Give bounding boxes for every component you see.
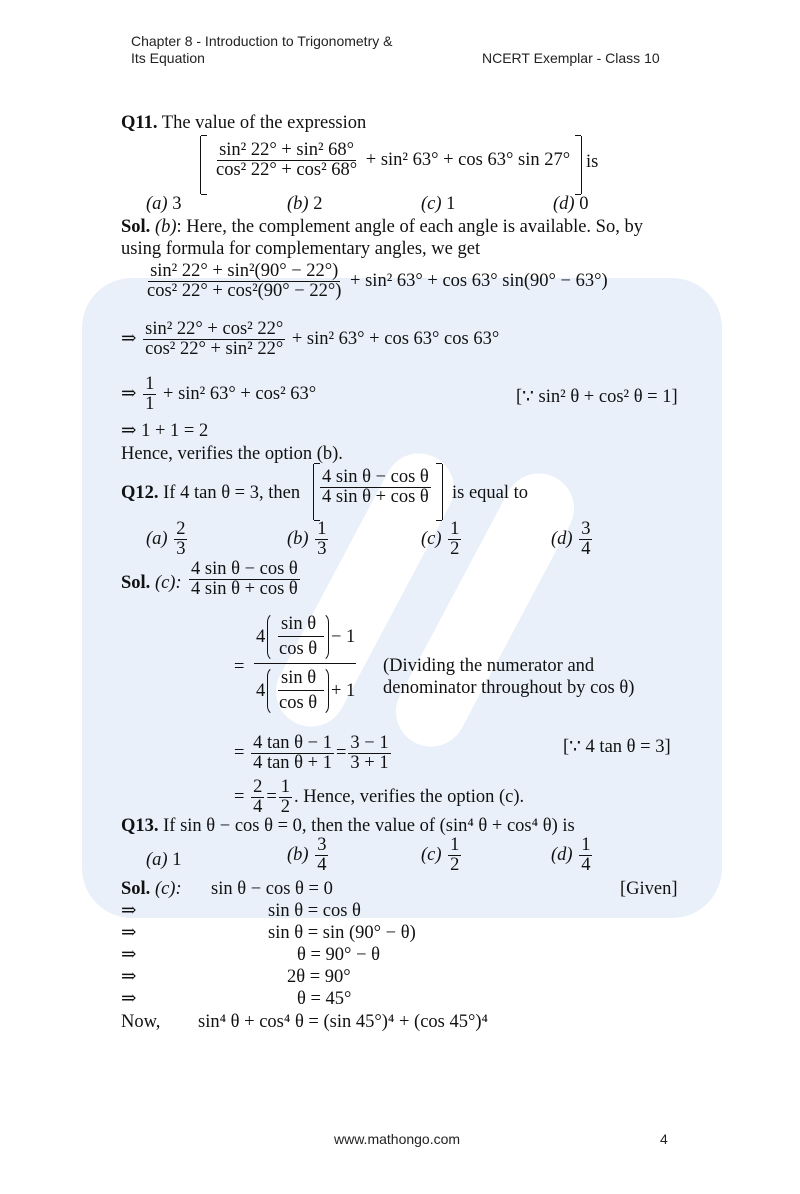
q12-four-top: 4 [256, 627, 266, 647]
q11-is: is [586, 152, 599, 172]
q13-solution-label: Sol. (c): [121, 879, 182, 899]
q12-solution-frac: $\frac{\text{4 sin θ − cos θ}}{\text{4 sin θ + cos θ}}$ [191, 559, 298, 600]
q13-line-0-reason: [Given] [620, 879, 678, 899]
q11-step1: $\frac{\text{sin² 22° + sin²(90° − 22°)}}{\text{cos² 22° + cos²(90° − 22°)}}$ + sin² 63° + cos 63° sin(90° − 63°) [147, 261, 608, 302]
q13-question: Q13. If sin θ − cos θ = 0, then the value of (sin⁴ θ + cos⁴ θ) is [121, 816, 575, 836]
q12-cos-bottom: cos θ [279, 693, 318, 713]
q13-line-1-arrow: ⇒ [121, 901, 137, 921]
q12-expression: $\frac{\text{4 sin θ − cos θ}}{\text{4 sin θ + cos θ}}$ [322, 467, 429, 508]
q13-line-3: θ = 90° − θ [297, 945, 380, 965]
q11-solution-line2: using formula for complementary angles, we get [121, 239, 481, 259]
q11-expression [212, 141, 570, 181]
q12-dividing-note-2: denominator throughout by cos θ) [383, 678, 635, 698]
q12-dividing-note-1: (Dividing the numerator and [383, 656, 595, 676]
q11-step3-reason: [∵ sin² θ + cos² θ = 1] [516, 387, 678, 407]
q12-option-b: (b) $\frac{1}{3}$ [287, 519, 327, 560]
q12-option-a: (a) $\frac{2}{3}$ [146, 519, 186, 560]
q12-inner-bar-bottom [278, 690, 324, 691]
q12-minus-one: − 1 [331, 627, 356, 647]
q13-line-1: sin θ = cos θ [268, 901, 361, 921]
q11-frac-den: cos² 22° + cos² 68° [216, 160, 358, 181]
footer-url[interactable]: www.mathongo.com [334, 1131, 461, 1147]
q13-now-expr: sin⁴ θ + cos⁴ θ = (sin 45°)⁴ + (cos 45°)⁴ [198, 1012, 489, 1032]
q13-option-d: (d) $\frac{1}{4}$ [551, 835, 591, 876]
q12-four-bottom: 4 [256, 681, 266, 701]
q11-frac-num: sin² 22° + sin² 68° [219, 140, 355, 160]
q13-line-3-arrow: ⇒ [121, 945, 137, 965]
q12-solution-label: Sol. (c): [121, 573, 182, 593]
q13-option-a: (a) 1 [146, 850, 182, 870]
q11-option-b: (b) 2 [287, 194, 323, 214]
q11-option-a: (a) 3 [146, 194, 182, 214]
q12-plus-one: + 1 [331, 681, 356, 701]
q13-option-b: (b) $\frac{3}{4}$ [287, 835, 327, 876]
q12-cos-top: cos θ [279, 639, 318, 659]
book-title: NCERT Exemplar - Class 10 [482, 50, 660, 66]
q11-conclusion: Hence, verifies the option (b). [121, 444, 343, 464]
q11-question [121, 112, 366, 134]
chapter-subtitle: Its Equation [131, 50, 205, 66]
q12-complex-fraction-bar [254, 663, 356, 664]
q12-question: Q12. If 4 tan θ = 3, then [121, 483, 301, 503]
q11-option-d: (d) 0 [553, 194, 589, 214]
page-number: 4 [660, 1131, 668, 1147]
q12-sin-top: sin θ [281, 614, 317, 634]
chapter-title: Chapter 8 - Introduction to Trigonometry & [131, 33, 393, 49]
q12-tail: is equal to [452, 483, 529, 503]
q12-inner-bar-top [278, 636, 324, 637]
q12-reason: [∵ 4 tan θ = 3] [563, 737, 671, 757]
q11-step2: ⇒ $\frac{\text{sin² 22° + cos² 22°}}{\text{cos² 22° + sin² 22°}}$ + sin² 63° + cos 63° cos 63° [121, 319, 500, 360]
q12-option-c: (c) $\frac{1}{2}$ [421, 519, 460, 560]
q12-sin-bottom: sin θ [281, 668, 317, 688]
q13-line-2: sin θ = sin (90° − θ) [268, 923, 416, 943]
q13-line-5: θ = 45° [297, 989, 352, 1009]
q12-option-d: (d) $\frac{3}{4}$ [551, 519, 591, 560]
q11-expr-tail: + sin² 63° + cos 63° sin 27° [365, 150, 571, 171]
q13-line-4-arrow: ⇒ [121, 967, 137, 987]
q13-now-label: Now, [121, 1012, 161, 1032]
q13-line-4: 2θ = 90° [287, 967, 351, 987]
q11-step4: ⇒ 1 + 1 = 2 [121, 421, 209, 441]
q13-option-c: (c) $\frac{1}{2}$ [421, 835, 460, 876]
q13-line-5-arrow: ⇒ [121, 989, 137, 1009]
q12-final-step: = $\frac{2}{4}$ = $\frac{1}{2}$ . Hence, verifies the option (c). [234, 777, 525, 818]
q11-solution-line1: Sol. (b): Here, the complement angle of each angle is available. So, by [121, 217, 643, 237]
q11-option-c: (c) 1 [421, 194, 456, 214]
q11-step3: ⇒ $\frac{1}{1}$ + sin² 63° + cos² 63° [121, 374, 317, 415]
q11-label: Q11. [121, 113, 158, 133]
q13-line-2-arrow: ⇒ [121, 923, 137, 943]
q11-text: The value of the expression [161, 113, 367, 133]
q12-eq-1: = [234, 657, 245, 677]
q13-line-0: sin θ − cos θ = 0 [211, 879, 333, 899]
q12-tan-step: = $\frac{\text{4 tan θ − 1}}{\text{4 tan θ + 1}}$ = $\frac{3 - 1}{3 + 1}$ [234, 733, 389, 774]
